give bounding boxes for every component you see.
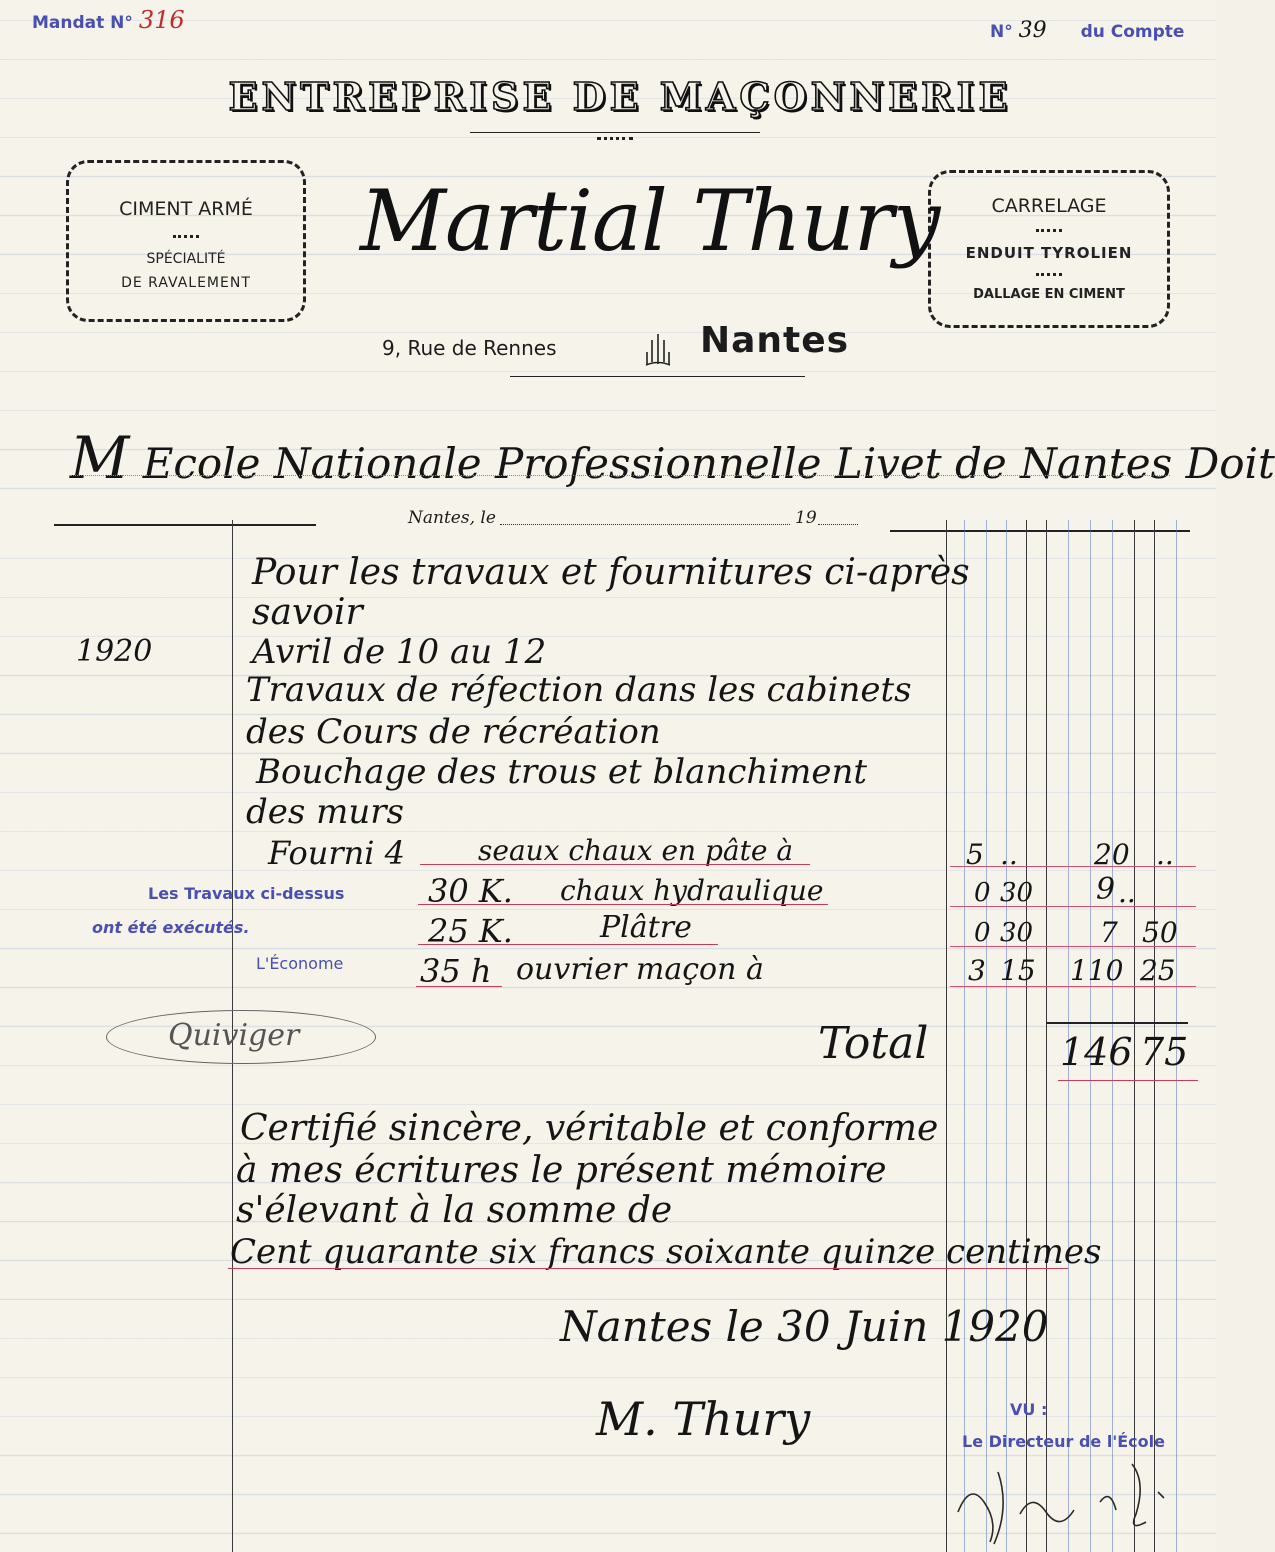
cert-line-2: à mes écritures le présent mémoire (236, 1150, 887, 1191)
item-2-price-fr: 0 (974, 878, 991, 908)
ornament-icon (643, 330, 673, 368)
vu-stamp-line1: VU : (1010, 1400, 1048, 1419)
right-specialty-box (928, 170, 1170, 328)
left-specialty-box (66, 160, 306, 322)
side-stamp-line1: Les Travaux ci-dessus (148, 884, 345, 903)
item-4-qty: 35 h (420, 952, 492, 990)
vu-stamp-line2: Le Directeur de l'École (962, 1432, 1165, 1451)
item-4-price-fr: 3 (968, 954, 986, 987)
total-underline (1058, 1080, 1198, 1081)
total-centimes: 75 (1140, 1030, 1189, 1074)
item-1-qty: Fourni 4 (268, 834, 405, 872)
mandat-label: Mandat N° (32, 13, 133, 33)
item-4-total-fr: 110 (1070, 954, 1124, 987)
amount-row-rule-2 (950, 906, 1196, 907)
letterhead-title: ENTREPRISE DE MAÇONNERIE (228, 74, 1012, 119)
amount-row-rule-3 (950, 946, 1196, 947)
compte-no-label: N° (990, 22, 1013, 42)
item-3-total-c: 50 (1142, 916, 1178, 949)
director-signature-icon (950, 1452, 1180, 1547)
side-stamp-line2: ont été exécutés. (92, 918, 250, 937)
header-rule-right (890, 530, 1190, 532)
addressee-name: Ecole Nationale Professionnelle Livet de Nantes (142, 439, 1173, 488)
title-dots (597, 137, 633, 140)
address-rule (510, 376, 805, 377)
cert-line-3: s'élevant à la somme de (236, 1190, 673, 1231)
amount-rule-3 (986, 520, 987, 1552)
compte-stamp (990, 18, 1184, 43)
date-dots-end (818, 524, 858, 525)
right-box-line2: ENDUIT TYROLIEN (965, 244, 1133, 262)
item-3-qty: 25 K. (428, 912, 513, 950)
right-box-dash2 (1036, 273, 1062, 276)
mandat-number: 316 (138, 6, 185, 34)
intro-line-1: Pour les travaux et fournitures ci-après (252, 552, 970, 593)
left-box-line1: CIMENT ARMÉ (119, 198, 253, 220)
header-rule-left (54, 524, 316, 526)
amount-rule-4 (1006, 520, 1007, 1552)
item-2-price-c: 30 (1000, 878, 1034, 908)
addressee-line (70, 424, 1275, 492)
date-dots (500, 524, 790, 525)
signature: M. Thury (596, 1392, 811, 1446)
work-line-4: des murs (246, 792, 404, 832)
cert-line-4: Cent quarante six francs soixante quinze centimes (230, 1232, 1102, 1272)
addressee-underline (70, 475, 1170, 476)
compte-label: du Compte (1080, 22, 1185, 42)
item-1-underline (420, 864, 810, 865)
item-4-price-c: 15 (1000, 954, 1036, 987)
amount-column-rule-6 (1046, 520, 1047, 1552)
amount-column-rule-10 (1134, 520, 1135, 1552)
item-3-price-c: 30 (1000, 918, 1034, 948)
date-prefix: Nantes, le (408, 508, 496, 528)
amount-rule-2 (964, 520, 965, 1552)
addressee-doit: Doit (1185, 439, 1275, 488)
item-3-total-fr: 7 (1100, 916, 1118, 949)
econome-signature: Quiviger (168, 1018, 300, 1053)
item-2-total-fr: 9 (1096, 872, 1116, 907)
compte-number: 39 (1018, 18, 1047, 43)
left-box-line2: SPÉCIALITÉ (146, 251, 226, 267)
item-2-underline (418, 904, 828, 905)
item-2-desc: chaux hydraulique (560, 874, 824, 907)
item-4-total-c: 25 (1140, 954, 1176, 987)
item-2-total-c: .. (1118, 876, 1136, 909)
amount-row-rule-4 (950, 986, 1196, 987)
date-year-prefix: 19 (795, 508, 817, 528)
amount-column-rule-1 (946, 520, 947, 1552)
intro-line-2: savoir (252, 592, 363, 633)
cert-line-1: Certifié sincère, véritable et conforme (240, 1108, 939, 1149)
item-4-underline (416, 986, 502, 987)
item-1-price-c: .. (1000, 838, 1018, 871)
work-line-3: Bouchage des trous et blanchiment (256, 752, 868, 792)
period-line: Avril de 10 au 12 (252, 632, 547, 672)
company-city: Nantes (700, 320, 850, 361)
item-3-desc: Plâtre (600, 910, 692, 945)
mandat-stamp (32, 6, 185, 34)
item-3-price-fr: 0 (974, 918, 991, 948)
total-francs: 146 (1060, 1030, 1133, 1074)
item-1-desc: seaux chaux en pâte à (478, 834, 794, 867)
right-box-dash1 (1036, 229, 1062, 232)
item-3-underline (418, 944, 718, 945)
side-stamp-line3: L'Économe (256, 954, 344, 973)
cert-amount-underline (228, 1268, 1068, 1269)
company-address: 9, Rue de Rennes (382, 336, 557, 360)
left-box-dash1 (173, 235, 199, 238)
total-label: Total (818, 1018, 929, 1069)
left-box-line3: DE RAVALEMENT (121, 275, 251, 291)
item-4-desc: ouvrier maçon à (516, 952, 764, 987)
amount-row-rule-1 (950, 866, 1196, 867)
signed-date: Nantes le 30 Juin 1920 (560, 1302, 1049, 1351)
item-2-qty: 30 K. (428, 872, 513, 910)
item-1-price-fr: 5 (966, 838, 984, 871)
total-top-rule (1046, 1022, 1188, 1024)
company-name: Martial Thury (360, 172, 940, 270)
title-rule (470, 132, 760, 133)
amount-column-rule-5 (1026, 520, 1027, 1552)
addressee-salutation: M (70, 424, 130, 492)
work-line-1: Travaux de réfection dans les cabinets (246, 670, 912, 710)
work-line-2: des Cours de récréation (246, 712, 661, 752)
item-1-total-fr: 20 (1094, 838, 1130, 871)
right-box-line3: DALLAGE EN CIMENT (973, 287, 1125, 302)
year-entry: 1920 (76, 634, 153, 669)
item-1-total-c: .. (1156, 838, 1174, 871)
right-box-line1: CARRELAGE (991, 195, 1107, 217)
